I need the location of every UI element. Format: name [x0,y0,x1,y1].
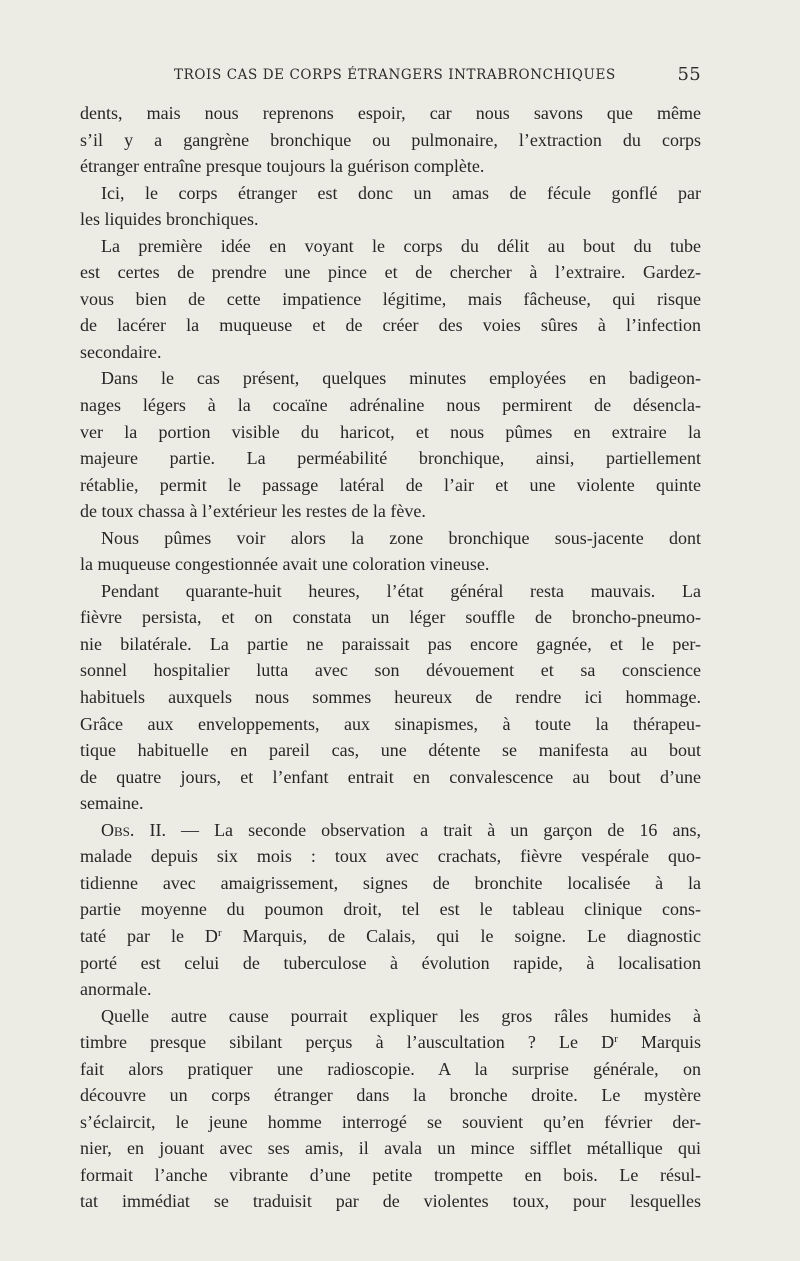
text-line [80,817,701,844]
text-line: la muqueuse congestionnée avait une coloration vineuse. [80,554,490,575]
text-line: secondaire. [80,341,162,362]
text-line: rétablie, permit le passage latéral de l’air et une violente quinte [80,474,701,495]
text-line: malade depuis six mois : toux avec crachats, fièvre vespérale quo- [80,846,701,867]
text-line: Ici, le corps étranger est donc un amas de fécule gonflé par [101,182,701,203]
text-line: vous bien de cette impatience légitime, mais fâcheuse, qui risque [80,288,701,309]
text-line: découvre un corps étranger dans la bronche droite. Le mystère [80,1085,701,1106]
text-line: étranger entraîne presque toujours la guérison complète. [80,156,485,177]
text-line: Quelle autre cause pourrait expliquer les gros râles humides à [101,1005,701,1026]
paragraph [80,525,701,578]
page-header [80,64,701,88]
page-body [80,100,701,1215]
paragraph [80,180,701,233]
text-line: de toux chassa à l’extérieur les restes de la fève. [80,501,426,522]
text-line: habituels auxquels nous sommes heureux de rendre ici hommage. [80,687,701,708]
text-span: timbre presque sibilant perçus à l’auscultation ? Le D [80,1032,615,1053]
text-line: La première idée en voyant le corps du délit au bout du tube [101,235,701,256]
text-line: Dans le cas présent, quelques minutes employées en badigeon- [101,368,701,389]
text-line: fièvre persista, et on constata un léger souffle de broncho-pneumo- [80,607,701,628]
text-line: est certes de prendre une pince et de chercher à l’extraire. Gardez- [80,262,701,283]
text-span: taté par le D [80,925,218,946]
paragraph [80,365,701,524]
paragraph [80,578,701,817]
paragraph-observation-2 [80,817,701,1003]
text-line: sonnel hospitalier lutta avec son dévouement et sa conscience [80,660,701,681]
text-line: majeure partie. La perméabilité bronchique, ainsi, partiellement [80,448,701,469]
text-line: de quatre jours, et l’enfant entrait en convalescence au bout d’une [80,766,701,787]
text-line: de lacérer la muqueuse et de créer des voies sûres à l’infection [80,315,701,336]
text-line: s’il y a gangrène bronchique ou pulmonaire, l’extraction du corps [80,129,701,150]
text-line: tique habituelle en pareil cas, une détente se manifesta au bout [80,740,701,761]
text-line: tidienne avec amaigrissement, signes de bronchite localisée à la [80,872,701,893]
text-span: Marquis, de Calais, qui le soigne. Le diagnostic [221,925,701,946]
text-line: Grâce aux enveloppements, aux sinapismes, à toute la thérapeu- [80,713,701,734]
text-line: tat immédiat se traduisit par de violentes toux, pour lesquelles [80,1191,701,1212]
text-line: ver la portion visible du haricot, et nous pûmes en extraire la [80,421,701,442]
text-line: nier, en jouant avec ses amis, il avala un mince sifflet métallique qui [80,1138,701,1159]
paragraph [80,233,701,366]
text-line: porté est celui de tuberculose à évolution rapide, à localisation [80,952,701,973]
text-line: partie moyenne du poumon droit, tel est le tableau clinique cons- [80,899,701,920]
text-line: anormale. [80,979,152,1000]
paragraph [80,1003,701,1215]
text-line: s’éclaircit, le jeune homme interrogé se souvient qu’en février der- [80,1111,701,1132]
text-line [80,923,701,950]
text-line [80,1029,701,1056]
text-line: nages légers à la cocaïne adrénaline nous permirent de désencla- [80,395,701,416]
obs-label: Obs. [101,819,135,840]
superscript: r [217,926,222,939]
text-line: Nous pûmes voir alors la zone bronchique sous-jacente dont [101,527,701,548]
text-line: dents, mais nous reprenons espoir, car nous savons que même [80,103,701,123]
text-line: Pendant quarante-huit heures, l’état général resta mauvais. La [101,580,701,601]
page-number: 55 [677,64,701,85]
running-title: TROIS CAS DE CORPS ÉTRANGERS INTRABRONCHIQUES [174,67,616,83]
paragraph [80,100,701,180]
superscript: r [614,1033,618,1046]
text-line: fait alors pratiquer une radioscopie. A la surprise générale, on [80,1058,701,1079]
text-line: nie bilatérale. La partie ne paraissait pas encore gagnée, et le per- [80,633,701,654]
text-line: les liquides bronchiques. [80,209,259,230]
text-span: Marquis [617,1032,701,1053]
text-span: II. — La seconde observation a trait à un garçon de 16 ans, [134,819,701,840]
text-line: semaine. [80,793,144,814]
text-line: formait l’anche vibrante d’une petite trompette en bois. Le résul- [80,1164,701,1185]
